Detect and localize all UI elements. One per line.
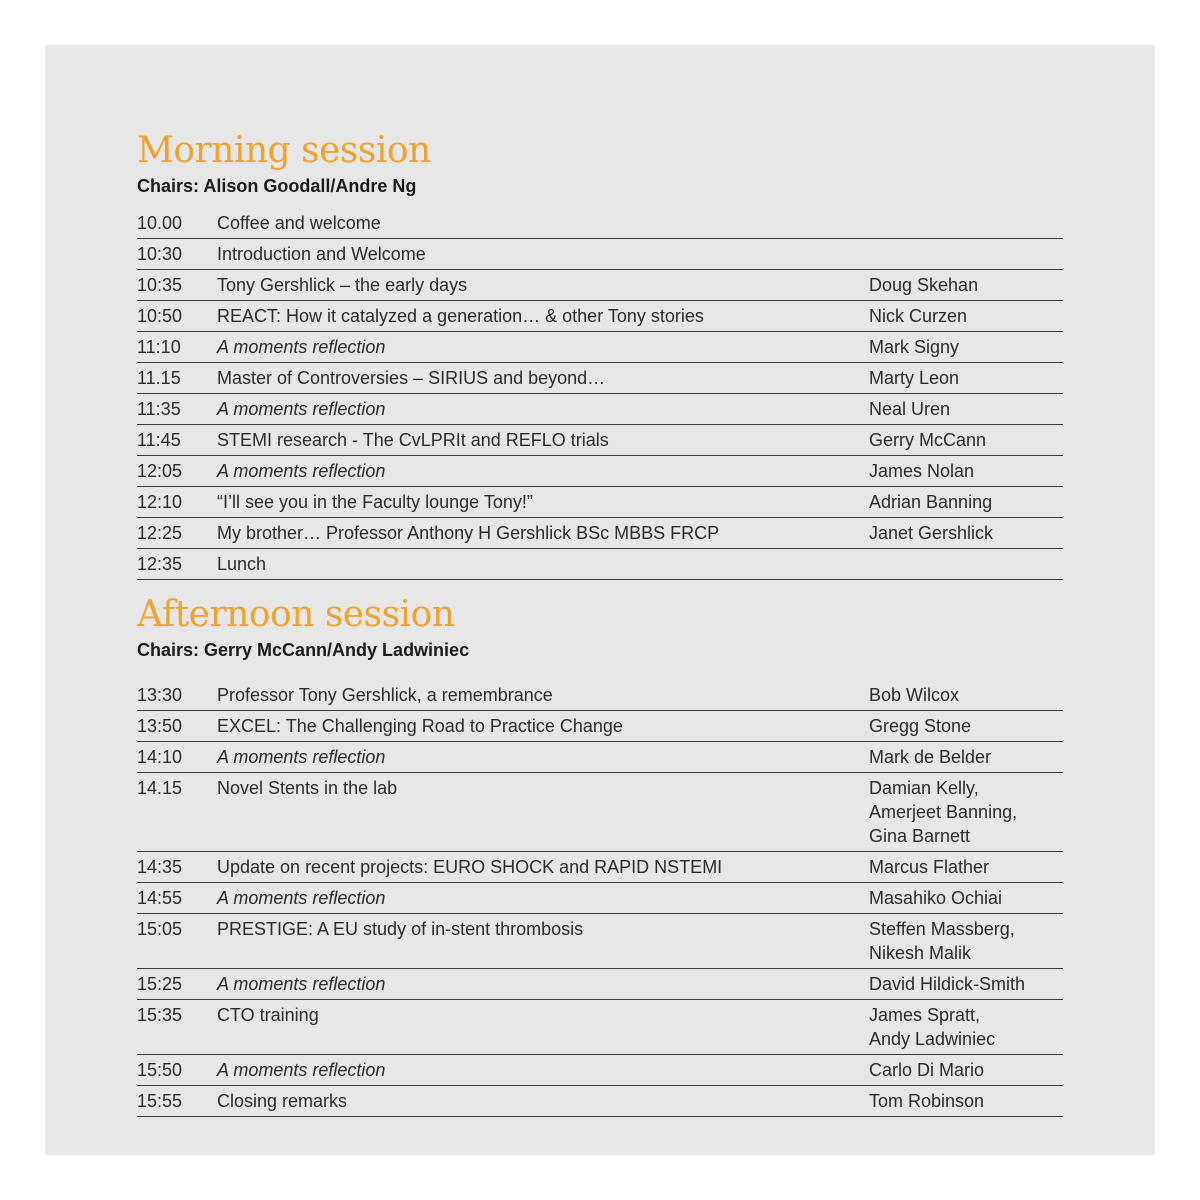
schedule-row: [137, 680, 1063, 711]
schedule-speaker: Mark Signy: [869, 337, 960, 357]
schedule-time: 14:55: [137, 888, 183, 908]
schedule-row: [137, 456, 1063, 487]
schedule-time: 14:10: [137, 747, 183, 767]
schedule-title: Introduction and Welcome: [217, 244, 426, 264]
schedule-time: 12:35: [137, 554, 183, 574]
schedule-row: [137, 239, 1063, 270]
schedule-title: My brother… Professor Anthony H Gershlick BSc MBBS FRCP: [217, 523, 720, 543]
schedule-row: [137, 301, 1063, 332]
schedule-time: 11:10: [137, 337, 181, 357]
schedule-speaker: James Nolan: [869, 461, 975, 481]
schedule-speaker: Marcus Flather: [869, 857, 990, 877]
morning-session-title: Morning session: [137, 130, 431, 171]
schedule-title: CTO training: [217, 1005, 319, 1025]
schedule-row: [137, 487, 1063, 518]
afternoon-session-title: Afternoon session: [137, 594, 455, 635]
schedule-time: 12:25: [137, 523, 183, 543]
schedule-time: 10.00: [137, 213, 183, 233]
schedule-row: [137, 332, 1063, 363]
schedule-time: 11:45: [137, 430, 181, 450]
schedule-time: 10:35: [137, 275, 183, 295]
schedule-title: A moments reflection: [217, 461, 386, 481]
afternoon-chairs: Chairs: Gerry McCann/Andy Ladwiniec: [137, 640, 470, 660]
schedule-time: 14.15: [137, 778, 183, 798]
schedule-speaker: Steffen Massberg, Nikesh Malik: [869, 919, 1015, 963]
schedule-time: 15:50: [137, 1060, 183, 1080]
schedule-row: [137, 711, 1063, 742]
schedule-time: 10:30: [137, 244, 183, 264]
schedule-speaker: Doug Skehan: [869, 275, 979, 295]
schedule-speaker: Carlo Di Mario: [869, 1060, 985, 1080]
schedule-speaker: Bob Wilcox: [869, 685, 960, 705]
schedule-speaker: [869, 242, 1063, 266]
schedule-row: [137, 969, 1063, 1000]
schedule-speaker: Damian Kelly, Amerjeet Banning, Gina Barnett: [869, 778, 1018, 846]
schedule-speaker: [869, 211, 1063, 235]
schedule-time: 14:35: [137, 857, 183, 877]
schedule-time: 12:10: [137, 492, 183, 512]
schedule-speaker: Marty Leon: [869, 368, 960, 388]
schedule-title: Professor Tony Gershlick, a remembrance: [217, 685, 553, 705]
schedule-time: 11:35: [137, 399, 181, 419]
schedule-time: 15:35: [137, 1005, 183, 1025]
schedule-title: A moments reflection: [217, 337, 386, 357]
schedule-title: Master of Controversies – SIRIUS and beyond…: [217, 368, 606, 388]
schedule-title: Lunch: [217, 554, 267, 574]
morning-session: [137, 128, 1063, 580]
schedule-row: [137, 394, 1063, 425]
schedule-title: A moments reflection: [217, 974, 386, 994]
schedule-speaker: Tom Robinson: [869, 1091, 985, 1111]
schedule-title: Tony Gershlick – the early days: [217, 275, 468, 295]
schedule-speaker: Adrian Banning: [869, 492, 993, 512]
schedule-time: 15:25: [137, 974, 183, 994]
schedule-row: [137, 549, 1063, 580]
schedule-row: [137, 852, 1063, 883]
schedule-row: [137, 1000, 1063, 1055]
schedule-time: 12:05: [137, 461, 183, 481]
schedule-title: REACT: How it catalyzed a generation… & other Tony stories: [217, 306, 704, 326]
schedule-title: A moments reflection: [217, 888, 386, 908]
schedule-row: [137, 518, 1063, 549]
schedule-time: 10:50: [137, 306, 183, 326]
schedule-title: A moments reflection: [217, 399, 386, 419]
schedule-time: 13:50: [137, 716, 183, 736]
schedule-speaker: Mark de Belder: [869, 747, 992, 767]
schedule-speaker: Gregg Stone: [869, 716, 972, 736]
schedule-title: A moments reflection: [217, 747, 386, 767]
schedule-row: [137, 742, 1063, 773]
schedule-title: Closing remarks: [217, 1091, 348, 1111]
morning-chairs: Chairs: Alison Goodall/Andre Ng: [137, 176, 417, 196]
schedule-speaker: Nick Curzen: [869, 306, 968, 326]
schedule-title: STEMI research - The CvLPRIt and REFLO trials: [217, 430, 609, 450]
schedule-time: 11.15: [137, 368, 181, 388]
schedule-title: Update on recent projects: EURO SHOCK and RAPID NSTEMI: [217, 857, 723, 877]
schedule-time: 13:30: [137, 685, 183, 705]
schedule-time: 15:05: [137, 919, 183, 939]
schedule-title: A moments reflection: [217, 1060, 386, 1080]
schedule-row: [137, 1086, 1063, 1117]
schedule-row: [137, 914, 1063, 969]
schedule-row: [137, 208, 1063, 239]
schedule-title: Coffee and welcome: [217, 213, 381, 233]
schedule-title: Novel Stents in the lab: [217, 778, 398, 798]
afternoon-schedule: [137, 680, 1063, 1117]
schedule-speaker: James Spratt, Andy Ladwiniec: [869, 1005, 996, 1049]
schedule-speaker: David Hildick-Smith: [869, 974, 1026, 994]
schedule-title: “I’ll see you in the Faculty lounge Tony!”: [217, 492, 533, 512]
schedule-speaker: Janet Gershlick: [869, 523, 994, 543]
schedule-title: EXCEL: The Challenging Road to Practice Change: [217, 716, 623, 736]
schedule-title: PRESTIGE: A EU study of in-stent thrombosis: [217, 919, 584, 939]
morning-schedule: [137, 208, 1063, 580]
schedule-time: 15:55: [137, 1091, 183, 1111]
schedule-row: [137, 883, 1063, 914]
afternoon-session: [137, 592, 1063, 1117]
schedule-row: [137, 425, 1063, 456]
schedule-row: [137, 1055, 1063, 1086]
schedule-row: [137, 773, 1063, 852]
schedule-speaker: Gerry McCann: [869, 430, 987, 450]
schedule-row: [137, 270, 1063, 301]
schedule-speaker: [869, 552, 1063, 576]
schedule-speaker: Neal Uren: [869, 399, 951, 419]
schedule-speaker: Masahiko Ochiai: [869, 888, 1003, 908]
schedule-row: [137, 363, 1063, 394]
